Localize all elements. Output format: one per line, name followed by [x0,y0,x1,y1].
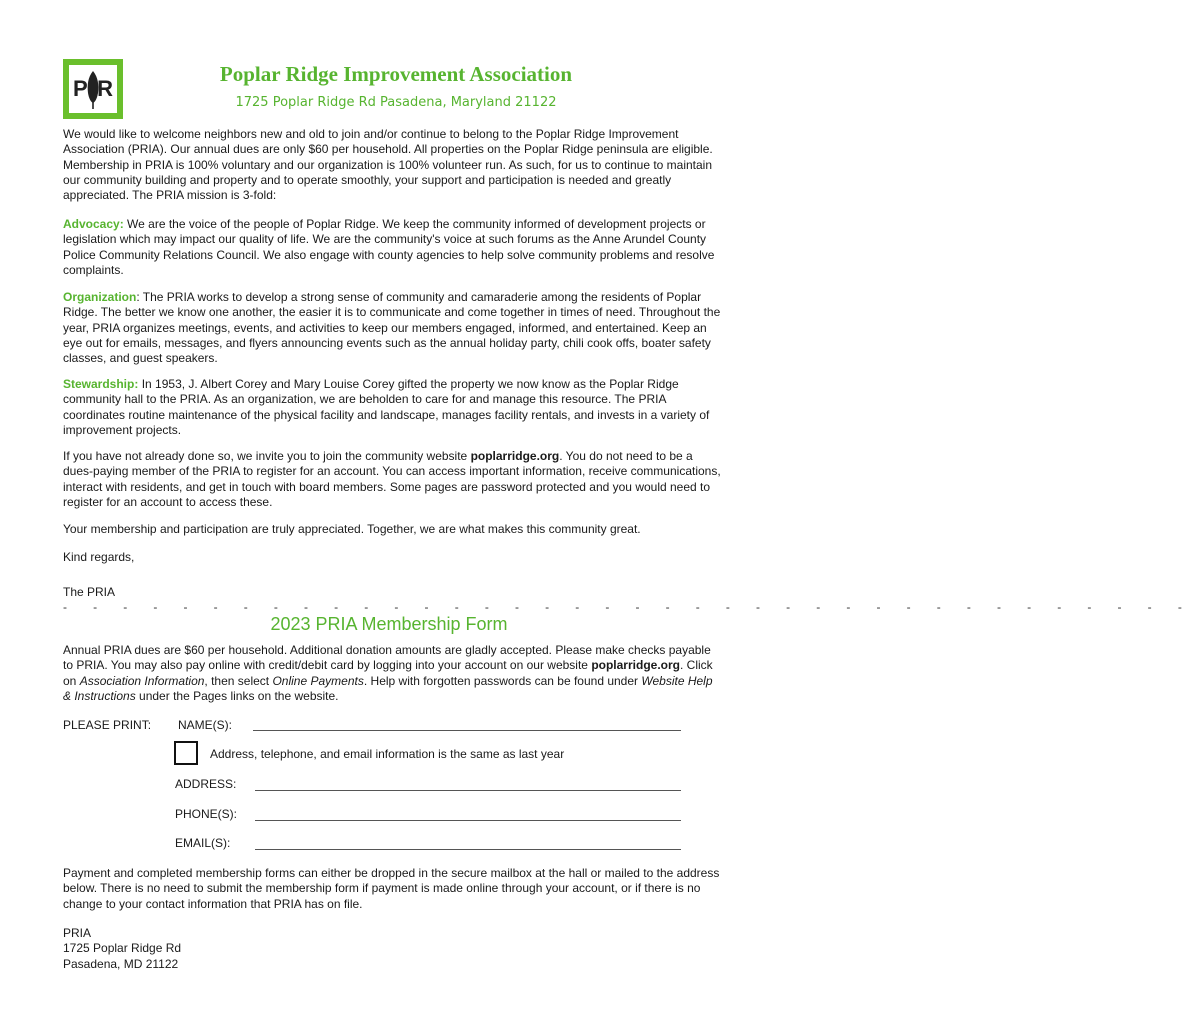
organization-text: : The PRIA works to develop a strong sense of community and camaraderie among the residents of Poplar Ridge. The better we know one another, the easier it is to communicate and come together in times of need. Throughout the year, PRIA organizes meetings, events, and activities to keep our members engaged, informed, and entertained. Keep an eye out for emails, messages, and flyers announcing events such as the annual holiday party, chili cook offs, boater safety classes, and guest speakers. [63,290,721,366]
logo-letter-r: R [97,76,113,101]
dues-text-2: . Click on [63,658,713,688]
address-label: ADDRESS: [175,777,237,791]
intro-paragraph: We would like to welcome neighbors new and old to join and/or continue to belong to the Poplar Ridge Improvement Association (PRIA). Our annual dues are only $60 per household. All properties on the Poplar Ridge peninsula are eligible. Membership in PRIA is 100% voluntary and our organization is 100% volunteer run. As such, for us to continue to maintain our community building and property and to operate smoothly, your support and participation is needed and greatly appreciated. The PRIA mission is 3-fold: [63,127,713,203]
closing-line: Kind regards, [63,550,135,564]
dues-paragraph [63,643,723,704]
names-field[interactable] [253,730,681,731]
website-link[interactable]: poplarridge.org [470,449,560,463]
association-information-ref: Association Information [79,673,205,688]
dues-text-3: , then select [204,673,273,688]
stewardship-paragraph [63,377,723,438]
same-as-last-year-checkbox[interactable] [174,741,198,765]
mailing-address [63,926,723,972]
dues-website-link[interactable]: poplarridge.org [591,658,680,673]
website-text-post: . You do not need to be a dues-paying member of the PRIA to register for an account. You can access important information, receive communications, interact with residents, and get in touch with board members. Some pages are password protected and you would need to register for an account to access these. [63,449,721,509]
form-title: 2023 PRIA Membership Form [270,614,508,634]
phone-field[interactable] [255,820,681,821]
appreciation-line: Your membership and participation are truly appreciated. Together, we are what makes this community great. [63,522,641,536]
address-field[interactable] [255,790,681,791]
organization-label: Organization [63,290,137,304]
email-label: EMAIL(S): [175,836,231,850]
please-print-label: PLEASE PRINT: [63,718,152,732]
dues-text-1: Annual PRIA dues are $60 per household. Additional donation amounts are gladly accepted. Please make checks payable to PRIA. You may also pay online with credit/debit card by logging into your account on our website [63,643,711,673]
logo-letter-p: P [73,76,88,101]
advocacy-label: Advocacy: [63,217,124,231]
mail-street: 1725 Poplar Ridge Rd [63,941,182,956]
dues-text-4: . Help with forgotten passwords can be found under [363,673,642,688]
mail-city: Pasadena, MD 21122 [63,956,179,971]
payment-note: Payment and completed membership forms can either be dropped in the secure mailbox at the hall or mailed to the address below. There is no need to submit the membership form if payment is made online through your account, or if there is no change to your contact information that PRIA has on file. [63,866,720,911]
website-paragraph [63,449,723,510]
cut-line-divider: - - - - - - - - - - - - - - - - - - - - - - - - - - - - - - - - - - - - - - [63,600,1193,614]
stewardship-label: Stewardship: [63,377,139,391]
mail-name: PRIA [63,926,92,940]
dues-text-5: under the Pages links on the website. [135,688,339,703]
stewardship-text: In 1953, J. Albert Corey and Mary Louise Corey gifted the property we now know as the Poplar Ridge community hall to the PRIA. As an organization, we are beholden to care for and manage this resource. The PRIA coordinates routine maintenance of the physical facility and landscape, manages facility rentals, and invests in a variety of improvement projects. [63,377,710,437]
website-help-ref: Website Help & Instructions [63,673,713,703]
organization-paragraph [63,290,723,366]
online-payments-ref: Online Payments [272,673,364,688]
email-field[interactable] [255,849,681,850]
org-address: 1725 Poplar Ridge Rd Pasadena, Maryland 21122 [235,95,557,110]
phone-label: PHONE(S): [175,807,238,821]
signature-line: The PRIA [63,585,116,599]
names-label: NAME(S): [178,718,232,732]
website-text-pre: If you have not already done so, we invite you to join the community website [63,449,471,463]
advocacy-paragraph [63,217,723,278]
advocacy-text: We are the voice of the people of Poplar Ridge. We keep the community informed of development projects or legislation which may impact our quality of life. We are the community's voice at such forums as the Anne Arundel County Police Community Relations Council. We also engage with county agencies to help solve community problems and resolve complaints. [63,217,715,277]
same-as-last-year-label: Address, telephone, and email information is the same as last year [210,747,565,761]
page-title: Poplar Ridge Improvement Association [219,62,573,86]
